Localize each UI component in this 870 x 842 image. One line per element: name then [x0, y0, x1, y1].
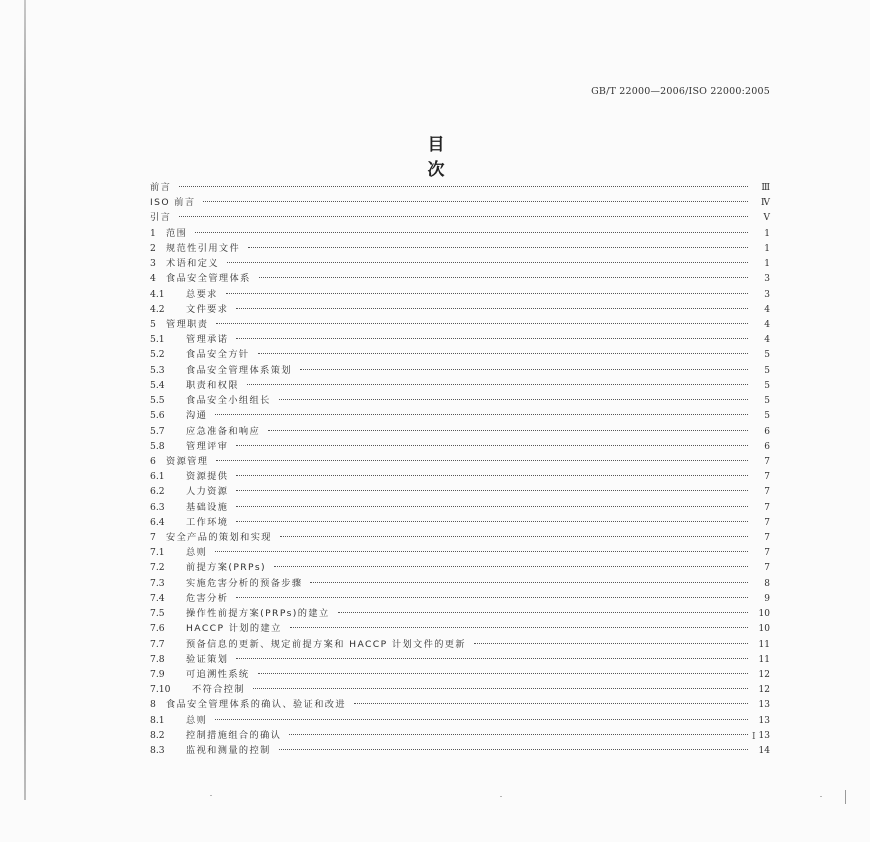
toc-entry-number: 6.3 [150, 501, 165, 513]
toc-entry-number: 8.3 [150, 745, 165, 757]
toc-entry-page: 1 [764, 228, 770, 239]
toc-entry[interactable] [150, 317, 770, 332]
toc-entry[interactable] [150, 302, 770, 317]
toc-entry[interactable] [150, 363, 770, 378]
toc-entry-title: 可追溯性系统 [186, 669, 250, 680]
toc-leader-dots [195, 231, 748, 233]
toc-entry[interactable] [150, 195, 770, 210]
toc-entry-title: 预备信息的更新、规定前提方案和 HACCP 计划文件的更新 [186, 638, 466, 650]
toc-leader-dots [216, 459, 748, 461]
toc-entry-title: 范围 [166, 227, 188, 239]
toc-entry[interactable] [150, 728, 770, 743]
toc-entry-title: 资源管理 [166, 455, 209, 467]
toc-entry-number: 7.8 [150, 653, 165, 665]
toc-entry-page: 14 [758, 746, 770, 757]
toc-entry[interactable] [150, 591, 770, 606]
toc-entry-title: 监视和测量的控制 [186, 745, 271, 757]
toc-leader-dots [258, 672, 748, 674]
toc-entry-number: 7.7 [150, 638, 165, 650]
toc-entry-number: 6.1 [150, 471, 165, 483]
toc-entry-title: 验证策划 [186, 653, 229, 665]
toc-leader-dots [236, 444, 748, 446]
toc-entry[interactable] [150, 347, 770, 362]
toc-entry-title: 应急准备和响应 [186, 425, 261, 437]
toc-entry-page: 13 [758, 730, 770, 741]
toc-entry-number: 7.3 [150, 577, 165, 589]
toc-entry-page: V [763, 213, 770, 224]
toc-leader-dots [236, 337, 748, 339]
toc-entry-page: 8 [764, 578, 770, 589]
toc-leader-dots [215, 550, 748, 552]
toc-entry[interactable] [150, 256, 770, 271]
toc-entry-title: 文件要求 [186, 303, 229, 315]
toc-leader-dots [280, 535, 748, 537]
toc-leader-dots [236, 489, 748, 491]
toc-entry-title: 基础设施 [186, 501, 229, 513]
toc-entry-page: 1 [764, 243, 770, 254]
toc-entry-page: 5 [764, 411, 770, 422]
toc-leader-dots [179, 215, 748, 217]
toc-entry-page: 4 [764, 304, 770, 315]
toc-entry-title: 前言 [150, 182, 172, 193]
toc-leader-dots [289, 733, 748, 735]
toc-entry-title: 管理职责 [166, 318, 209, 330]
toc-leader-dots [236, 307, 748, 309]
toc-leader-dots [248, 246, 748, 248]
toc-leader-dots [203, 200, 748, 202]
toc-entry[interactable] [150, 469, 770, 484]
toc-entry-title: HACCP 计划的建立 [186, 623, 282, 635]
toc-entry[interactable] [150, 287, 770, 302]
toc-entry[interactable] [150, 713, 770, 728]
toc-entry[interactable] [150, 408, 770, 423]
toc-entry-title: 总则 [186, 714, 208, 726]
toc-entry-title: 食品安全方针 [186, 349, 250, 361]
standard-code: GB/T 22000—2006/ISO 22000:2005 [591, 86, 770, 97]
toc-entry-page: 4 [764, 319, 770, 330]
table-of-contents [150, 180, 770, 758]
toc-entry-page: Ⅳ [761, 198, 770, 209]
toc-entry[interactable] [150, 500, 770, 515]
toc-entry[interactable] [150, 515, 770, 530]
toc-entry-page: Ⅲ [761, 183, 770, 193]
toc-entry-number: 5.8 [150, 440, 165, 452]
toc-entry-title: 食品安全管理体系策划 [186, 364, 292, 376]
toc-entry-title: 食品安全小组组长 [186, 395, 271, 407]
toc-entry-number: 8 [150, 699, 156, 711]
toc-entry-page: 12 [758, 670, 770, 680]
toc-entry-page: 3 [764, 289, 770, 300]
toc-entry-title: 职责和权限 [186, 379, 239, 391]
toc-entry[interactable] [150, 743, 770, 758]
toc-leader-dots [290, 626, 748, 628]
toc-entry-title: 资源提供 [186, 471, 229, 483]
toc-entry-page: 1 [764, 259, 770, 270]
toc-leader-dots [226, 292, 748, 294]
toc-entry-page: 4 [764, 335, 770, 346]
toc-entry-number: 4.1 [150, 288, 165, 300]
toc-leader-dots [236, 520, 748, 522]
toc-leader-dots [247, 383, 748, 385]
toc-entry-page: 7 [764, 487, 770, 498]
toc-leader-dots [253, 687, 748, 689]
toc-entry-page: 5 [764, 396, 770, 407]
toc-leader-dots [215, 718, 748, 720]
toc-entry-number: 7.4 [150, 592, 165, 604]
toc-entry-number: 7.10 [150, 684, 171, 696]
toc-entry-number: 6.4 [150, 516, 165, 528]
toc-entry-page: 6 [764, 441, 770, 452]
toc-entry-number: 7.2 [150, 562, 165, 574]
toc-entry[interactable] [150, 576, 770, 591]
toc-entry-page: 7 [764, 456, 770, 467]
toc-entry-number: 5.5 [150, 395, 165, 407]
scan-speck [820, 796, 822, 797]
toc-entry-title: 沟通 [186, 410, 208, 422]
toc-leader-dots [268, 429, 748, 431]
scan-right-mark [845, 790, 846, 804]
page-number: I [752, 732, 756, 742]
toc-leader-dots [338, 611, 748, 613]
toc-entry-page: 7 [764, 533, 770, 544]
toc-entry-title: 管理承诺 [186, 334, 229, 346]
toc-entry-number: 5.7 [150, 425, 165, 437]
toc-entry-number: 3 [150, 258, 156, 270]
toc-leader-dots [215, 413, 748, 415]
toc-entry-page: 6 [764, 426, 770, 437]
toc-entry-page: 7 [764, 502, 770, 513]
toc-entry-title: 食品安全管理体系的确认、验证和改进 [166, 699, 346, 711]
toc-entry-title: 前提方案(PRPs) [186, 562, 267, 574]
toc-entry[interactable] [150, 484, 770, 499]
toc-entry-number: 7.6 [150, 623, 165, 635]
toc-entry[interactable] [150, 439, 770, 454]
toc-entry[interactable] [150, 697, 770, 712]
toc-leader-dots [216, 322, 748, 324]
toc-entry-title: 术语和定义 [166, 258, 219, 270]
toc-entry[interactable] [150, 424, 770, 439]
toc-entry-number: 5.6 [150, 410, 165, 422]
toc-entry-page: 7 [764, 472, 770, 483]
toc-entry-number: 5 [150, 318, 156, 330]
toc-entry-title: 危害分析 [186, 592, 229, 604]
toc-leader-dots [279, 398, 748, 400]
toc-entry[interactable] [150, 545, 770, 560]
toc-entry-title: 总则 [186, 547, 208, 559]
toc-entry-number: 1 [150, 227, 156, 239]
toc-leader-dots [354, 702, 748, 704]
toc-entry[interactable] [150, 210, 770, 225]
toc-entry-page: 10 [758, 624, 770, 635]
toc-entry[interactable] [150, 621, 770, 636]
toc-leader-dots [310, 581, 748, 583]
scan-speck [210, 795, 212, 796]
toc-entry-title: 食品安全管理体系 [166, 273, 251, 285]
toc-entry[interactable] [150, 637, 770, 652]
toc-entry[interactable] [150, 241, 770, 256]
toc-entry-page: 11 [758, 639, 770, 650]
toc-entry-title: 控制措施组合的确认 [186, 729, 282, 741]
toc-entry-page: 10 [758, 609, 770, 620]
toc-entry-title: 引言 [150, 212, 172, 224]
toc-entry-number: 2 [150, 242, 156, 254]
toc-entry-number: 5.2 [150, 349, 165, 361]
toc-entry-number: 5.1 [150, 334, 165, 346]
toc-leader-dots [274, 565, 748, 567]
toc-entry-page: 5 [764, 365, 770, 376]
toc-entry-number: 5.3 [150, 364, 165, 376]
toc-entry-number: 4.2 [150, 303, 165, 315]
toc-entry-title: 操作性前提方案(PRPs)的建立 [186, 608, 330, 620]
toc-entry-page: 13 [758, 715, 770, 726]
toc-entry[interactable] [150, 682, 770, 697]
toc-leader-dots [227, 261, 748, 263]
toc-entry-page: 12 [758, 685, 770, 696]
toc-entry-page: 13 [758, 700, 770, 711]
toc-entry[interactable] [150, 393, 770, 408]
toc-entry-number: 4 [150, 273, 156, 285]
toc-leader-dots [236, 505, 748, 507]
toc-leader-dots [259, 276, 748, 278]
toc-leader-dots [236, 474, 748, 476]
toc-entry[interactable] [150, 454, 770, 469]
page-title: 目 次 [427, 135, 563, 180]
toc-entry-number: 8.1 [150, 714, 165, 726]
toc-entry-page: 5 [764, 380, 770, 391]
toc-entry-page: 5 [764, 350, 770, 361]
scan-left-edge [24, 0, 26, 800]
toc-entry-number: 7 [150, 532, 156, 544]
toc-entry-title: 总要求 [186, 288, 218, 300]
toc-entry-page: 3 [764, 274, 770, 285]
toc-leader-dots [279, 748, 748, 750]
scan-speck [500, 796, 502, 797]
toc-entry[interactable] [150, 530, 770, 545]
toc-entry-page: 11 [758, 654, 770, 665]
toc-entry[interactable] [150, 652, 770, 667]
toc-leader-dots [179, 185, 748, 187]
toc-entry[interactable] [150, 180, 770, 195]
toc-entry-title: 实施危害分析的预备步骤 [186, 577, 303, 589]
toc-entry-title: 工作环境 [186, 516, 229, 528]
toc-entry-page: 7 [764, 548, 770, 559]
toc-leader-dots [236, 596, 748, 598]
toc-entry[interactable] [150, 332, 770, 347]
toc-entry-number: 6.2 [150, 486, 165, 498]
toc-entry-number: 7.1 [150, 547, 165, 559]
toc-entry-page: 9 [764, 593, 770, 604]
toc-entry-title: ISO 前言 [150, 197, 196, 209]
toc-entry-title: 规范性引用文件 [166, 242, 241, 254]
toc-entry[interactable] [150, 271, 770, 286]
toc-leader-dots [236, 657, 748, 659]
toc-entry[interactable] [150, 226, 770, 241]
toc-entry-number: 8.2 [150, 729, 165, 741]
toc-entry-page: 7 [764, 563, 770, 574]
toc-entry[interactable] [150, 560, 770, 575]
toc-entry-number: 7.9 [150, 669, 165, 680]
toc-entry[interactable] [150, 667, 770, 682]
toc-entry[interactable] [150, 606, 770, 621]
toc-leader-dots [300, 368, 748, 370]
toc-leader-dots [474, 642, 748, 644]
toc-entry-number: 5.4 [150, 379, 165, 391]
toc-entry-title: 管理评审 [186, 440, 229, 452]
toc-entry[interactable] [150, 378, 770, 393]
toc-entry-title: 安全产品的策划和实现 [166, 532, 272, 544]
toc-entry-title: 不符合控制 [192, 684, 245, 696]
toc-entry-number: 6 [150, 455, 156, 467]
toc-entry-number: 7.5 [150, 608, 165, 620]
toc-entry-title: 人力资源 [186, 486, 229, 498]
toc-leader-dots [258, 352, 748, 354]
toc-entry-page: 7 [764, 517, 770, 528]
